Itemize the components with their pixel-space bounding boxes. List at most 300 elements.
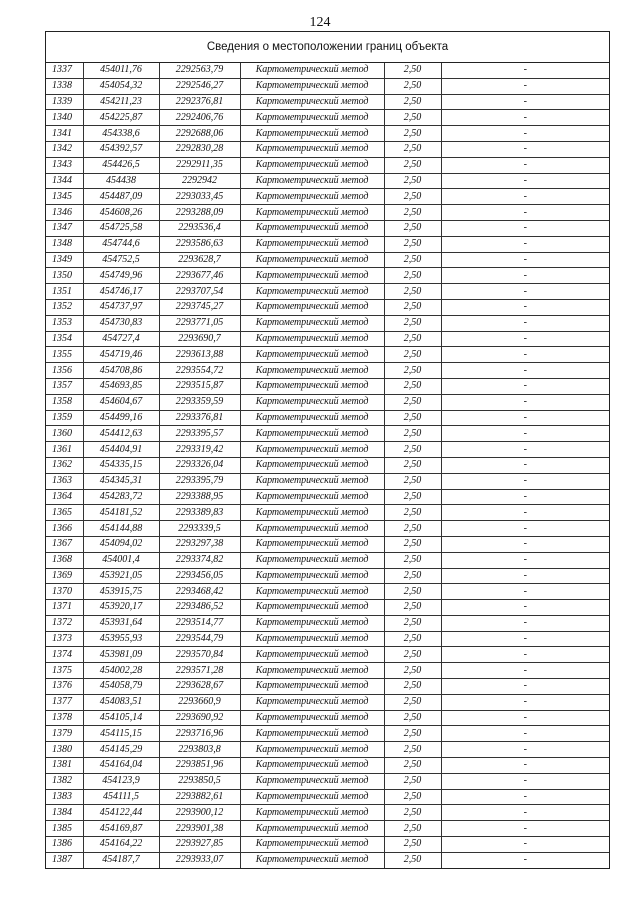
- method-cell: Картометрический метод: [240, 173, 384, 189]
- table-row: [46, 268, 609, 284]
- precision-cell: 2,50: [384, 220, 441, 236]
- x-coordinate: 454122,44: [83, 805, 159, 821]
- description-cell: -: [441, 252, 609, 268]
- method-cell: Картометрический метод: [240, 758, 384, 774]
- y-coordinate: 2293927,85: [159, 837, 240, 853]
- y-coordinate: 2292406,76: [159, 110, 240, 126]
- precision-cell: 2,50: [384, 536, 441, 552]
- x-coordinate: 454144,88: [83, 521, 159, 537]
- y-coordinate: 2293339,5: [159, 521, 240, 537]
- precision-cell: 2,50: [384, 299, 441, 315]
- x-coordinate: 453955,93: [83, 631, 159, 647]
- y-coordinate: 2293707,54: [159, 284, 240, 300]
- x-coordinate: 454744,6: [83, 236, 159, 252]
- y-coordinate: 2293677,46: [159, 268, 240, 284]
- y-coordinate: 2292830,28: [159, 141, 240, 157]
- method-cell: Картометрический метод: [240, 236, 384, 252]
- x-coordinate: 454001,4: [83, 552, 159, 568]
- y-coordinate: 2293660,9: [159, 694, 240, 710]
- point-number: 1339: [46, 94, 83, 110]
- boundary-table-sheet: [45, 31, 610, 869]
- precision-cell: 2,50: [384, 94, 441, 110]
- table-row: [46, 126, 609, 142]
- precision-cell: 2,50: [384, 457, 441, 473]
- table-row: [46, 505, 609, 521]
- x-coordinate: 454164,04: [83, 758, 159, 774]
- point-number: 1383: [46, 789, 83, 805]
- method-cell: Картометрический метод: [240, 268, 384, 284]
- table-row: [46, 552, 609, 568]
- point-number: 1385: [46, 821, 83, 837]
- precision-cell: 2,50: [384, 679, 441, 695]
- method-cell: Картометрический метод: [240, 742, 384, 758]
- method-cell: Картометрический метод: [240, 773, 384, 789]
- method-cell: Картометрический метод: [240, 252, 384, 268]
- method-cell: Картометрический метод: [240, 600, 384, 616]
- point-number: 1346: [46, 205, 83, 221]
- x-coordinate: 454111,5: [83, 789, 159, 805]
- table-row: [46, 789, 609, 805]
- table-row: [46, 378, 609, 394]
- table-row: [46, 600, 609, 616]
- method-cell: Картометрический метод: [240, 694, 384, 710]
- point-number: 1364: [46, 489, 83, 505]
- description-cell: -: [441, 821, 609, 837]
- point-number: 1352: [46, 299, 83, 315]
- table-row: [46, 442, 609, 458]
- method-cell: Картометрический метод: [240, 426, 384, 442]
- x-coordinate: 454225,87: [83, 110, 159, 126]
- point-number: 1354: [46, 331, 83, 347]
- table-row: [46, 568, 609, 584]
- description-cell: -: [441, 758, 609, 774]
- y-coordinate: 2293395,79: [159, 473, 240, 489]
- table-row: [46, 141, 609, 157]
- table-row: [46, 363, 609, 379]
- y-coordinate: 2293033,45: [159, 189, 240, 205]
- precision-cell: 2,50: [384, 394, 441, 410]
- description-cell: -: [441, 63, 609, 78]
- precision-cell: 2,50: [384, 126, 441, 142]
- table-row: [46, 694, 609, 710]
- description-cell: -: [441, 157, 609, 173]
- point-number: 1361: [46, 442, 83, 458]
- coordinates-table-body: [46, 63, 609, 868]
- x-coordinate: 454058,79: [83, 679, 159, 695]
- precision-cell: 2,50: [384, 347, 441, 363]
- method-cell: Картометрический метод: [240, 489, 384, 505]
- table-row: [46, 758, 609, 774]
- table-row: [46, 284, 609, 300]
- precision-cell: 2,50: [384, 189, 441, 205]
- description-cell: -: [441, 347, 609, 363]
- precision-cell: 2,50: [384, 315, 441, 331]
- y-coordinate: 2293544,79: [159, 631, 240, 647]
- point-number: 1386: [46, 837, 83, 853]
- method-cell: Картометрический метод: [240, 631, 384, 647]
- x-coordinate: 454115,15: [83, 726, 159, 742]
- x-coordinate: 454426,5: [83, 157, 159, 173]
- point-number: 1342: [46, 141, 83, 157]
- description-cell: -: [441, 505, 609, 521]
- precision-cell: 2,50: [384, 473, 441, 489]
- table-row: [46, 347, 609, 363]
- table-row: [46, 821, 609, 837]
- description-cell: -: [441, 220, 609, 236]
- table-row: [46, 189, 609, 205]
- method-cell: Картометрический метод: [240, 837, 384, 853]
- y-coordinate: 2293388,95: [159, 489, 240, 505]
- y-coordinate: 2293571,28: [159, 663, 240, 679]
- description-cell: -: [441, 378, 609, 394]
- description-cell: -: [441, 110, 609, 126]
- precision-cell: 2,50: [384, 505, 441, 521]
- description-cell: -: [441, 299, 609, 315]
- x-coordinate: 454054,32: [83, 78, 159, 94]
- method-cell: Картометрический метод: [240, 63, 384, 78]
- y-coordinate: 2293716,96: [159, 726, 240, 742]
- x-coordinate: 454737,97: [83, 299, 159, 315]
- description-cell: -: [441, 615, 609, 631]
- table-row: [46, 236, 609, 252]
- point-number: 1340: [46, 110, 83, 126]
- precision-cell: 2,50: [384, 615, 441, 631]
- y-coordinate: 2293850,5: [159, 773, 240, 789]
- x-coordinate: 454719,46: [83, 347, 159, 363]
- method-cell: Картометрический метод: [240, 78, 384, 94]
- precision-cell: 2,50: [384, 568, 441, 584]
- point-number: 1365: [46, 505, 83, 521]
- table-row: [46, 726, 609, 742]
- y-coordinate: 2293570,84: [159, 647, 240, 663]
- precision-cell: 2,50: [384, 173, 441, 189]
- x-coordinate: 454608,26: [83, 205, 159, 221]
- x-coordinate: 454187,7: [83, 852, 159, 867]
- x-coordinate: 454487,09: [83, 189, 159, 205]
- y-coordinate: 2293389,83: [159, 505, 240, 521]
- point-number: 1363: [46, 473, 83, 489]
- point-number: 1351: [46, 284, 83, 300]
- description-cell: -: [441, 694, 609, 710]
- point-number: 1372: [46, 615, 83, 631]
- x-coordinate: 453921,05: [83, 568, 159, 584]
- x-coordinate: 454283,72: [83, 489, 159, 505]
- method-cell: Картометрический метод: [240, 473, 384, 489]
- y-coordinate: 2293690,7: [159, 331, 240, 347]
- x-coordinate: 454011,76: [83, 63, 159, 78]
- y-coordinate: 2293514,77: [159, 615, 240, 631]
- table-row: [46, 805, 609, 821]
- method-cell: Картометрический метод: [240, 410, 384, 426]
- precision-cell: 2,50: [384, 426, 441, 442]
- precision-cell: 2,50: [384, 252, 441, 268]
- table-row: [46, 394, 609, 410]
- point-number: 1379: [46, 726, 83, 742]
- y-coordinate: 2293628,67: [159, 679, 240, 695]
- method-cell: Картометрический метод: [240, 378, 384, 394]
- precision-cell: 2,50: [384, 363, 441, 379]
- method-cell: Картометрический метод: [240, 505, 384, 521]
- y-coordinate: 2293851,96: [159, 758, 240, 774]
- point-number: 1370: [46, 584, 83, 600]
- description-cell: -: [441, 126, 609, 142]
- y-coordinate: 2293901,38: [159, 821, 240, 837]
- point-number: 1357: [46, 378, 83, 394]
- point-number: 1360: [46, 426, 83, 442]
- y-coordinate: 2293326,04: [159, 457, 240, 473]
- description-cell: -: [441, 663, 609, 679]
- y-coordinate: 2293486,52: [159, 600, 240, 616]
- x-coordinate: 454181,52: [83, 505, 159, 521]
- description-cell: -: [441, 410, 609, 426]
- description-cell: -: [441, 837, 609, 853]
- point-number: 1376: [46, 679, 83, 695]
- table-row: [46, 584, 609, 600]
- point-number: 1367: [46, 536, 83, 552]
- method-cell: Картометрический метод: [240, 284, 384, 300]
- description-cell: -: [441, 78, 609, 94]
- precision-cell: 2,50: [384, 742, 441, 758]
- y-coordinate: 2292911,35: [159, 157, 240, 173]
- precision-cell: 2,50: [384, 726, 441, 742]
- y-coordinate: 2293456,05: [159, 568, 240, 584]
- y-coordinate: 2293374,82: [159, 552, 240, 568]
- y-coordinate: 2293900,12: [159, 805, 240, 821]
- y-coordinate: 2292546,27: [159, 78, 240, 94]
- x-coordinate: 454164,22: [83, 837, 159, 853]
- precision-cell: 2,50: [384, 837, 441, 853]
- precision-cell: 2,50: [384, 284, 441, 300]
- y-coordinate: 2292942: [159, 173, 240, 189]
- description-cell: -: [441, 805, 609, 821]
- method-cell: Картометрический метод: [240, 363, 384, 379]
- table-row: [46, 631, 609, 647]
- precision-cell: 2,50: [384, 331, 441, 347]
- description-cell: -: [441, 789, 609, 805]
- y-coordinate: 2293376,81: [159, 410, 240, 426]
- y-coordinate: 2293359,59: [159, 394, 240, 410]
- point-number: 1368: [46, 552, 83, 568]
- method-cell: Картометрический метод: [240, 805, 384, 821]
- description-cell: -: [441, 584, 609, 600]
- precision-cell: 2,50: [384, 773, 441, 789]
- x-coordinate: 454094,02: [83, 536, 159, 552]
- table-row: [46, 679, 609, 695]
- y-coordinate: 2293288,09: [159, 205, 240, 221]
- table-row: [46, 615, 609, 631]
- table-row: [46, 521, 609, 537]
- point-number: 1358: [46, 394, 83, 410]
- description-cell: -: [441, 141, 609, 157]
- point-number: 1377: [46, 694, 83, 710]
- precision-cell: 2,50: [384, 789, 441, 805]
- precision-cell: 2,50: [384, 442, 441, 458]
- y-coordinate: 2293297,38: [159, 536, 240, 552]
- method-cell: Картометрический метод: [240, 315, 384, 331]
- method-cell: Картометрический метод: [240, 94, 384, 110]
- description-cell: -: [441, 363, 609, 379]
- x-coordinate: 454169,87: [83, 821, 159, 837]
- precision-cell: 2,50: [384, 694, 441, 710]
- point-number: 1348: [46, 236, 83, 252]
- precision-cell: 2,50: [384, 157, 441, 173]
- point-number: 1384: [46, 805, 83, 821]
- description-cell: -: [441, 521, 609, 537]
- table-row: [46, 315, 609, 331]
- precision-cell: 2,50: [384, 489, 441, 505]
- y-coordinate: 2293319,42: [159, 442, 240, 458]
- point-number: 1387: [46, 852, 83, 867]
- description-cell: -: [441, 489, 609, 505]
- point-number: 1366: [46, 521, 83, 537]
- precision-cell: 2,50: [384, 410, 441, 426]
- y-coordinate: 2293933,07: [159, 852, 240, 867]
- x-coordinate: 454412,63: [83, 426, 159, 442]
- x-coordinate: 454725,58: [83, 220, 159, 236]
- precision-cell: 2,50: [384, 647, 441, 663]
- y-coordinate: 2293554,72: [159, 363, 240, 379]
- description-cell: -: [441, 536, 609, 552]
- x-coordinate: 454345,31: [83, 473, 159, 489]
- page-number: 124: [309, 15, 331, 30]
- x-coordinate: 454145,29: [83, 742, 159, 758]
- method-cell: Картометрический метод: [240, 347, 384, 363]
- precision-cell: 2,50: [384, 710, 441, 726]
- y-coordinate: 2293536,4: [159, 220, 240, 236]
- x-coordinate: 454749,96: [83, 268, 159, 284]
- description-cell: -: [441, 457, 609, 473]
- method-cell: Картометрический метод: [240, 457, 384, 473]
- y-coordinate: 2292688,06: [159, 126, 240, 142]
- coordinates-table: [46, 63, 609, 868]
- x-coordinate: 454499,16: [83, 410, 159, 426]
- table-row: [46, 220, 609, 236]
- precision-cell: 2,50: [384, 805, 441, 821]
- method-cell: Картометрический метод: [240, 299, 384, 315]
- x-coordinate: 454083,51: [83, 694, 159, 710]
- method-cell: Картометрический метод: [240, 663, 384, 679]
- precision-cell: 2,50: [384, 78, 441, 94]
- point-number: 1380: [46, 742, 83, 758]
- precision-cell: 2,50: [384, 268, 441, 284]
- table-row: [46, 299, 609, 315]
- description-cell: -: [441, 679, 609, 695]
- table-row: [46, 663, 609, 679]
- table-row: [46, 647, 609, 663]
- point-number: 1371: [46, 600, 83, 616]
- description-cell: -: [441, 631, 609, 647]
- method-cell: Картометрический метод: [240, 110, 384, 126]
- y-coordinate: 2293628,7: [159, 252, 240, 268]
- x-coordinate: 454211,23: [83, 94, 159, 110]
- x-coordinate: 453915,75: [83, 584, 159, 600]
- table-row: [46, 63, 609, 78]
- y-coordinate: 2293745,27: [159, 299, 240, 315]
- precision-cell: 2,50: [384, 205, 441, 221]
- method-cell: Картометрический метод: [240, 821, 384, 837]
- method-cell: Картометрический метод: [240, 331, 384, 347]
- table-row: [46, 536, 609, 552]
- precision-cell: 2,50: [384, 236, 441, 252]
- x-coordinate: 454404,91: [83, 442, 159, 458]
- point-number: 1347: [46, 220, 83, 236]
- point-number: 1345: [46, 189, 83, 205]
- point-number: 1373: [46, 631, 83, 647]
- method-cell: Картометрический метод: [240, 726, 384, 742]
- y-coordinate: 2293771,05: [159, 315, 240, 331]
- y-coordinate: 2292376,81: [159, 94, 240, 110]
- description-cell: -: [441, 173, 609, 189]
- x-coordinate: 454105,14: [83, 710, 159, 726]
- point-number: 1369: [46, 568, 83, 584]
- method-cell: Картометрический метод: [240, 852, 384, 867]
- precision-cell: 2,50: [384, 584, 441, 600]
- description-cell: -: [441, 315, 609, 331]
- precision-cell: 2,50: [384, 631, 441, 647]
- description-cell: -: [441, 284, 609, 300]
- point-number: 1341: [46, 126, 83, 142]
- y-coordinate: 2293395,57: [159, 426, 240, 442]
- point-number: 1382: [46, 773, 83, 789]
- x-coordinate: 454338,6: [83, 126, 159, 142]
- description-cell: -: [441, 710, 609, 726]
- x-coordinate: 454604,67: [83, 394, 159, 410]
- x-coordinate: 454730,83: [83, 315, 159, 331]
- y-coordinate: 2293468,42: [159, 584, 240, 600]
- description-cell: -: [441, 205, 609, 221]
- description-cell: -: [441, 647, 609, 663]
- y-coordinate: 2293613,88: [159, 347, 240, 363]
- x-coordinate: 453981,09: [83, 647, 159, 663]
- method-cell: Картометрический метод: [240, 521, 384, 537]
- description-cell: -: [441, 600, 609, 616]
- description-cell: -: [441, 394, 609, 410]
- table-row: [46, 837, 609, 853]
- description-cell: -: [441, 189, 609, 205]
- table-row: [46, 78, 609, 94]
- table-row: [46, 773, 609, 789]
- table-row: [46, 489, 609, 505]
- point-number: 1374: [46, 647, 83, 663]
- x-coordinate: 453920,17: [83, 600, 159, 616]
- point-number: 1343: [46, 157, 83, 173]
- method-cell: Картометрический метод: [240, 615, 384, 631]
- description-cell: -: [441, 473, 609, 489]
- x-coordinate: 454693,85: [83, 378, 159, 394]
- point-number: 1350: [46, 268, 83, 284]
- description-cell: -: [441, 442, 609, 458]
- precision-cell: 2,50: [384, 141, 441, 157]
- y-coordinate: 2293586,63: [159, 236, 240, 252]
- precision-cell: 2,50: [384, 758, 441, 774]
- x-coordinate: 453931,64: [83, 615, 159, 631]
- precision-cell: 2,50: [384, 378, 441, 394]
- table-row: [46, 852, 609, 867]
- point-number: 1359: [46, 410, 83, 426]
- method-cell: Картометрический метод: [240, 584, 384, 600]
- x-coordinate: 454392,57: [83, 141, 159, 157]
- point-number: 1356: [46, 363, 83, 379]
- description-cell: -: [441, 726, 609, 742]
- y-coordinate: 2293882,61: [159, 789, 240, 805]
- x-coordinate: 454727,4: [83, 331, 159, 347]
- x-coordinate: 454335,15: [83, 457, 159, 473]
- table-row: [46, 710, 609, 726]
- x-coordinate: 454438: [83, 173, 159, 189]
- point-number: 1375: [46, 663, 83, 679]
- table-row: [46, 157, 609, 173]
- method-cell: Картометрический метод: [240, 552, 384, 568]
